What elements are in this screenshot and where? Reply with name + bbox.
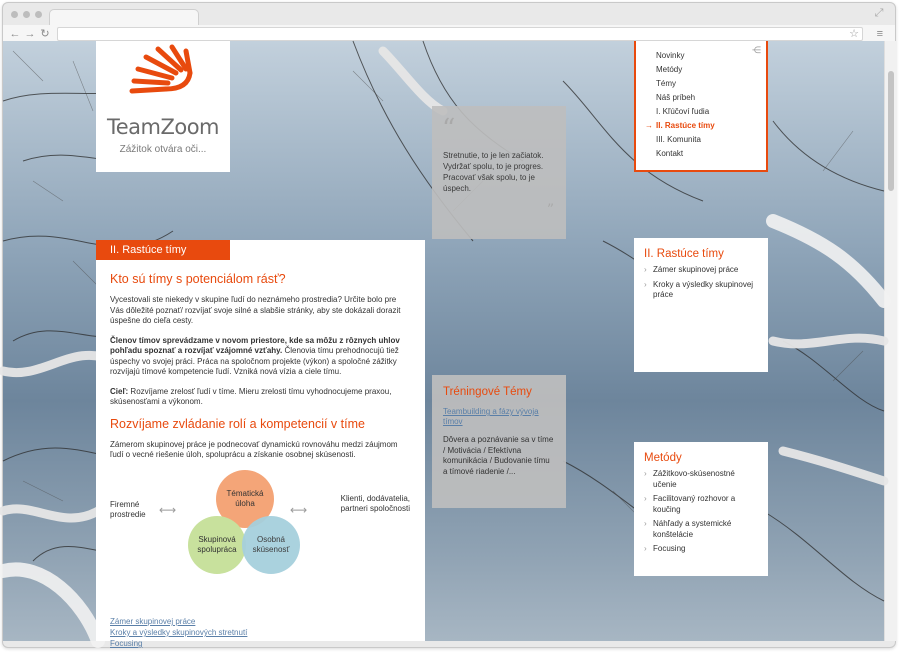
logo-tagline: Zážitok otvára oči... [119,144,207,155]
nav-item-temy[interactable]: Témy [656,79,676,88]
methods-title: Metódy [644,452,682,464]
shell-logo-icon [126,45,198,107]
methods-item[interactable] [644,519,758,540]
paragraph-members [110,336,410,378]
methods-item[interactable] [644,544,758,555]
scroll-thumb[interactable] [888,71,894,191]
diagram-left-label: Firemné prostredie [110,499,146,519]
fullscreen-icon[interactable]: ⤢ [874,7,884,19]
chevron-right-icon: › [644,544,647,553]
minimize-window-icon[interactable] [23,11,30,18]
quote-text: Stretnutie, to je len začiatok. Vydržať spolu, to je progres. Pracovať však spolu, to je úspech. [443,151,544,193]
main-body [110,272,410,574]
growing-teams-title: II. Rastúce tímy [644,248,724,260]
nav-item-komunita[interactable]: III. Komunita [656,135,701,144]
logo[interactable] [96,41,230,172]
methods-box [634,442,768,576]
chevron-right-icon: › [644,279,647,289]
nav-item-novinky[interactable]: Novinky [656,51,685,60]
open-quote-icon: “ [442,114,456,144]
methods-item[interactable] [644,494,758,515]
logo-wordmark: TeamZoom [106,115,220,139]
close-quote-icon: ” [546,202,554,218]
training-text: Dôvera a poznávanie sa v tíme / Motivácia / Efektívna komunikácia / Budovanie tímu a tímové riadenie /... [443,435,554,476]
forward-arrow-icon[interactable]: → [24,28,36,40]
training-topics-box [432,375,566,508]
paragraph-goal [110,387,410,408]
address-bar[interactable] [57,27,863,41]
related-links [110,616,247,649]
link-group-work-purpose[interactable]: Zámer skupinovej práce [110,617,196,626]
paragraph-members-bold: Členov tímov sprevádzame v novom priestore, kde sa môžu z rôznych uhlov pohľadu spoznať a rozvíjať vzájomné vzťahy. [110,335,400,355]
methods-item-label: Focusing [653,544,686,553]
team-dynamics-diagram [110,470,410,574]
circle-group-cooperation: Skupinová spolupráca [188,516,246,574]
section-title: II. Rastúce tímy [96,240,230,260]
growing-teams-item-label: Zámer skupinovej práce [653,265,739,274]
methods-item[interactable] [644,469,758,490]
paragraph-members-rest: Členovia tímu prehodnocujú tiež úspechy vo svojej práci. Práca na spoločnom projekte (výkon) a spoločné zážitky rozvíjajú tímové kompetencie ľudí. Vzniká nová vízia a ciele tímu. [110,346,399,376]
nav-item-rastuce-timy[interactable] [645,119,766,133]
link-focusing[interactable]: Focusing [110,639,143,648]
maximize-window-icon[interactable] [35,11,42,18]
left-double-arrow-icon: ⟷ [159,502,177,517]
reload-icon[interactable]: ↻ [40,28,50,40]
nav-item-metody[interactable]: Metódy [656,65,683,74]
nav-item-label: II. Rastúce tímy [656,121,715,130]
paragraph-intro: Vycestovali ste niekedy v skupine ľudí do neznámeho prostredia? Určite bolo pre Vás dôležité poznať/ rozvíjať svoje silné a slabšie stránky, aby ste dokázali dorazit úspešne do cieľa cesty. [110,295,401,325]
nav-item-kontakt[interactable]: Kontakt [656,149,684,158]
training-link[interactable]: Teambuilding a fázy vývoja tímov [443,407,539,426]
bookmark-star-icon[interactable]: ☆ [849,28,859,40]
browser-tab[interactable] [49,9,199,25]
growing-teams-box [634,238,768,372]
training-title: Tréningové Témy [443,386,532,398]
circle-personal-experience: Osobná skúsenosť [242,516,300,574]
link-group-meeting-results[interactable]: Kroky a výsledky skupinových stretnutí [110,628,248,637]
methods-item-label: Zážitkovo-skúsenostné učenie [653,469,735,489]
methods-item-label: Náhľady a systemické konštelácie [653,519,732,539]
nav-item-nas-pribeh[interactable]: Náš príbeh [656,93,696,102]
chevron-right-icon: › [644,469,647,478]
quote-box [432,106,566,239]
chevron-right-icon: › [644,494,647,503]
page-viewport [3,41,884,648]
chevron-right-icon: › [644,519,647,528]
heading-roles: Rozvíjame zvládanie rolí a kompetencií v tíme [110,416,365,431]
close-window-icon[interactable] [11,11,18,18]
circle-thematic-task: Tématická úloha [216,470,274,528]
growing-teams-item[interactable] [644,280,758,301]
goal-text: Rozvíjame zrelosť ľudí v tíme. Mieru zrelosti tímu vyhodnocujeme praxou, skúsenosťami a výkonom. [110,386,392,406]
growing-teams-item[interactable] [644,265,758,276]
diagram-right-label: Klienti, dodávatelia, partneri spoločnosti [340,493,410,513]
methods-item-label: Facilitovaný rozhovor a koučing [653,494,736,514]
growing-teams-item-label: Kroky a výsledky skupinovej práce [653,279,754,299]
main-content [96,240,425,648]
right-double-arrow-icon: ⟷ [290,502,308,517]
browser-menu-icon[interactable]: ≡ [876,28,883,40]
share-icon[interactable]: ⋲ [752,45,761,55]
heading-potential: Kto sú tímy s potenciálom rásť? [110,272,286,286]
main-navigation [634,41,768,172]
chevron-right-icon: › [644,265,647,274]
active-arrow-icon: → [645,121,653,130]
title-bar [3,3,895,25]
goal-label: Cieľ: [110,386,129,396]
nav-item-klucovi-ludia[interactable]: I. Kľúčoví ľudia [656,107,710,116]
paragraph-purpose: Zámerom skupinovej práce je podnecovať dynamickú rovnováhu medzi záujmom ľudí o vecné riešenie úloh, spoluprácu a získanie osobnej skúsenosti. [110,439,398,459]
back-arrow-icon[interactable]: ← [9,28,21,40]
